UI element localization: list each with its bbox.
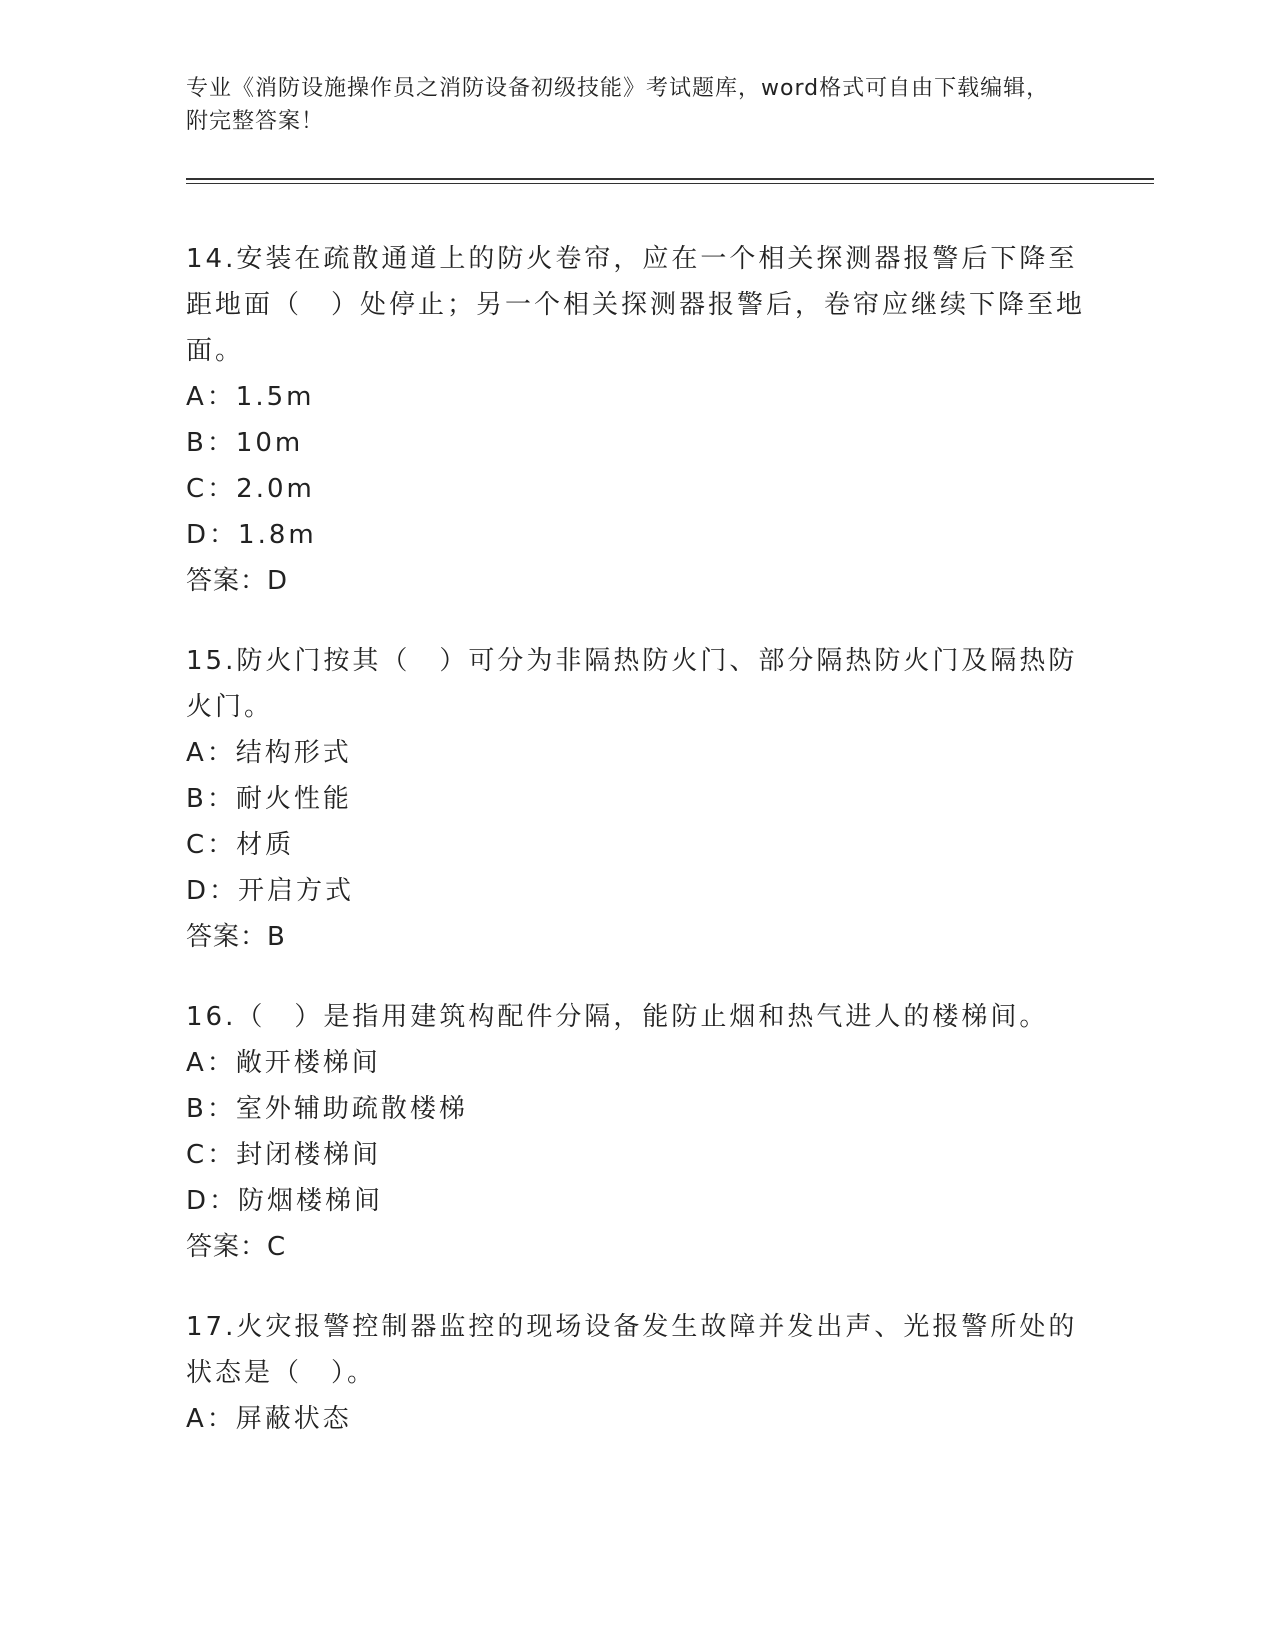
- question-15: [186, 638, 1086, 960]
- question-text: 17.火灾报警控制器监控的现场设备发生故障并发出声、光报警所处的状态是（ ）。: [186, 1312, 1078, 1388]
- option-d: D：开启方式: [186, 876, 355, 906]
- question-text: 15.防火门按其（ ）可分为非隔热防火门、部分隔热防火门及隔热防火门。: [186, 646, 1078, 722]
- answer-text: 答案：C: [186, 1232, 287, 1262]
- question-16: [186, 994, 1086, 1270]
- option-a: A：1.5m: [186, 382, 315, 412]
- option-b: B：室外辅助疏散楼梯: [186, 1094, 468, 1124]
- option-c: C：2.0m: [186, 474, 315, 504]
- option-a: A：敞开楼梯间: [186, 1048, 381, 1078]
- option-d: D：1.8m: [186, 520, 317, 550]
- option-a: A：屏蔽状态: [186, 1404, 352, 1434]
- option-d: D：防烟楼梯间: [186, 1186, 384, 1216]
- option-b: B：10m: [186, 428, 304, 458]
- question-17: [186, 1304, 1086, 1442]
- header-divider-thin: [186, 183, 1154, 184]
- header-divider-thick: [186, 178, 1154, 180]
- option-c: C：封闭楼梯间: [186, 1140, 382, 1170]
- document-header: 专业《消防设施操作员之消防设备初级技能》考试题库，word格式可自由下载编辑，附完整答案！: [186, 76, 1050, 134]
- question-list: [186, 236, 1086, 1476]
- question-14: [186, 236, 1086, 604]
- option-b: B：耐火性能: [186, 784, 352, 814]
- question-text: 14.安装在疏散通道上的防火卷帘，应在一个相关探测器报警后下降至距地面（ ）处停止；另一个相关探测器报警后，卷帘应继续下降至地面。: [186, 244, 1086, 366]
- option-c: C：材质: [186, 830, 295, 860]
- answer-text: 答案：D: [186, 566, 289, 596]
- question-text: 16.（ ）是指用建筑构配件分隔，能防止烟和热气进人的楼梯间。: [186, 1002, 1049, 1032]
- answer-text: 答案：B: [186, 922, 286, 952]
- option-a: A：结构形式: [186, 738, 352, 768]
